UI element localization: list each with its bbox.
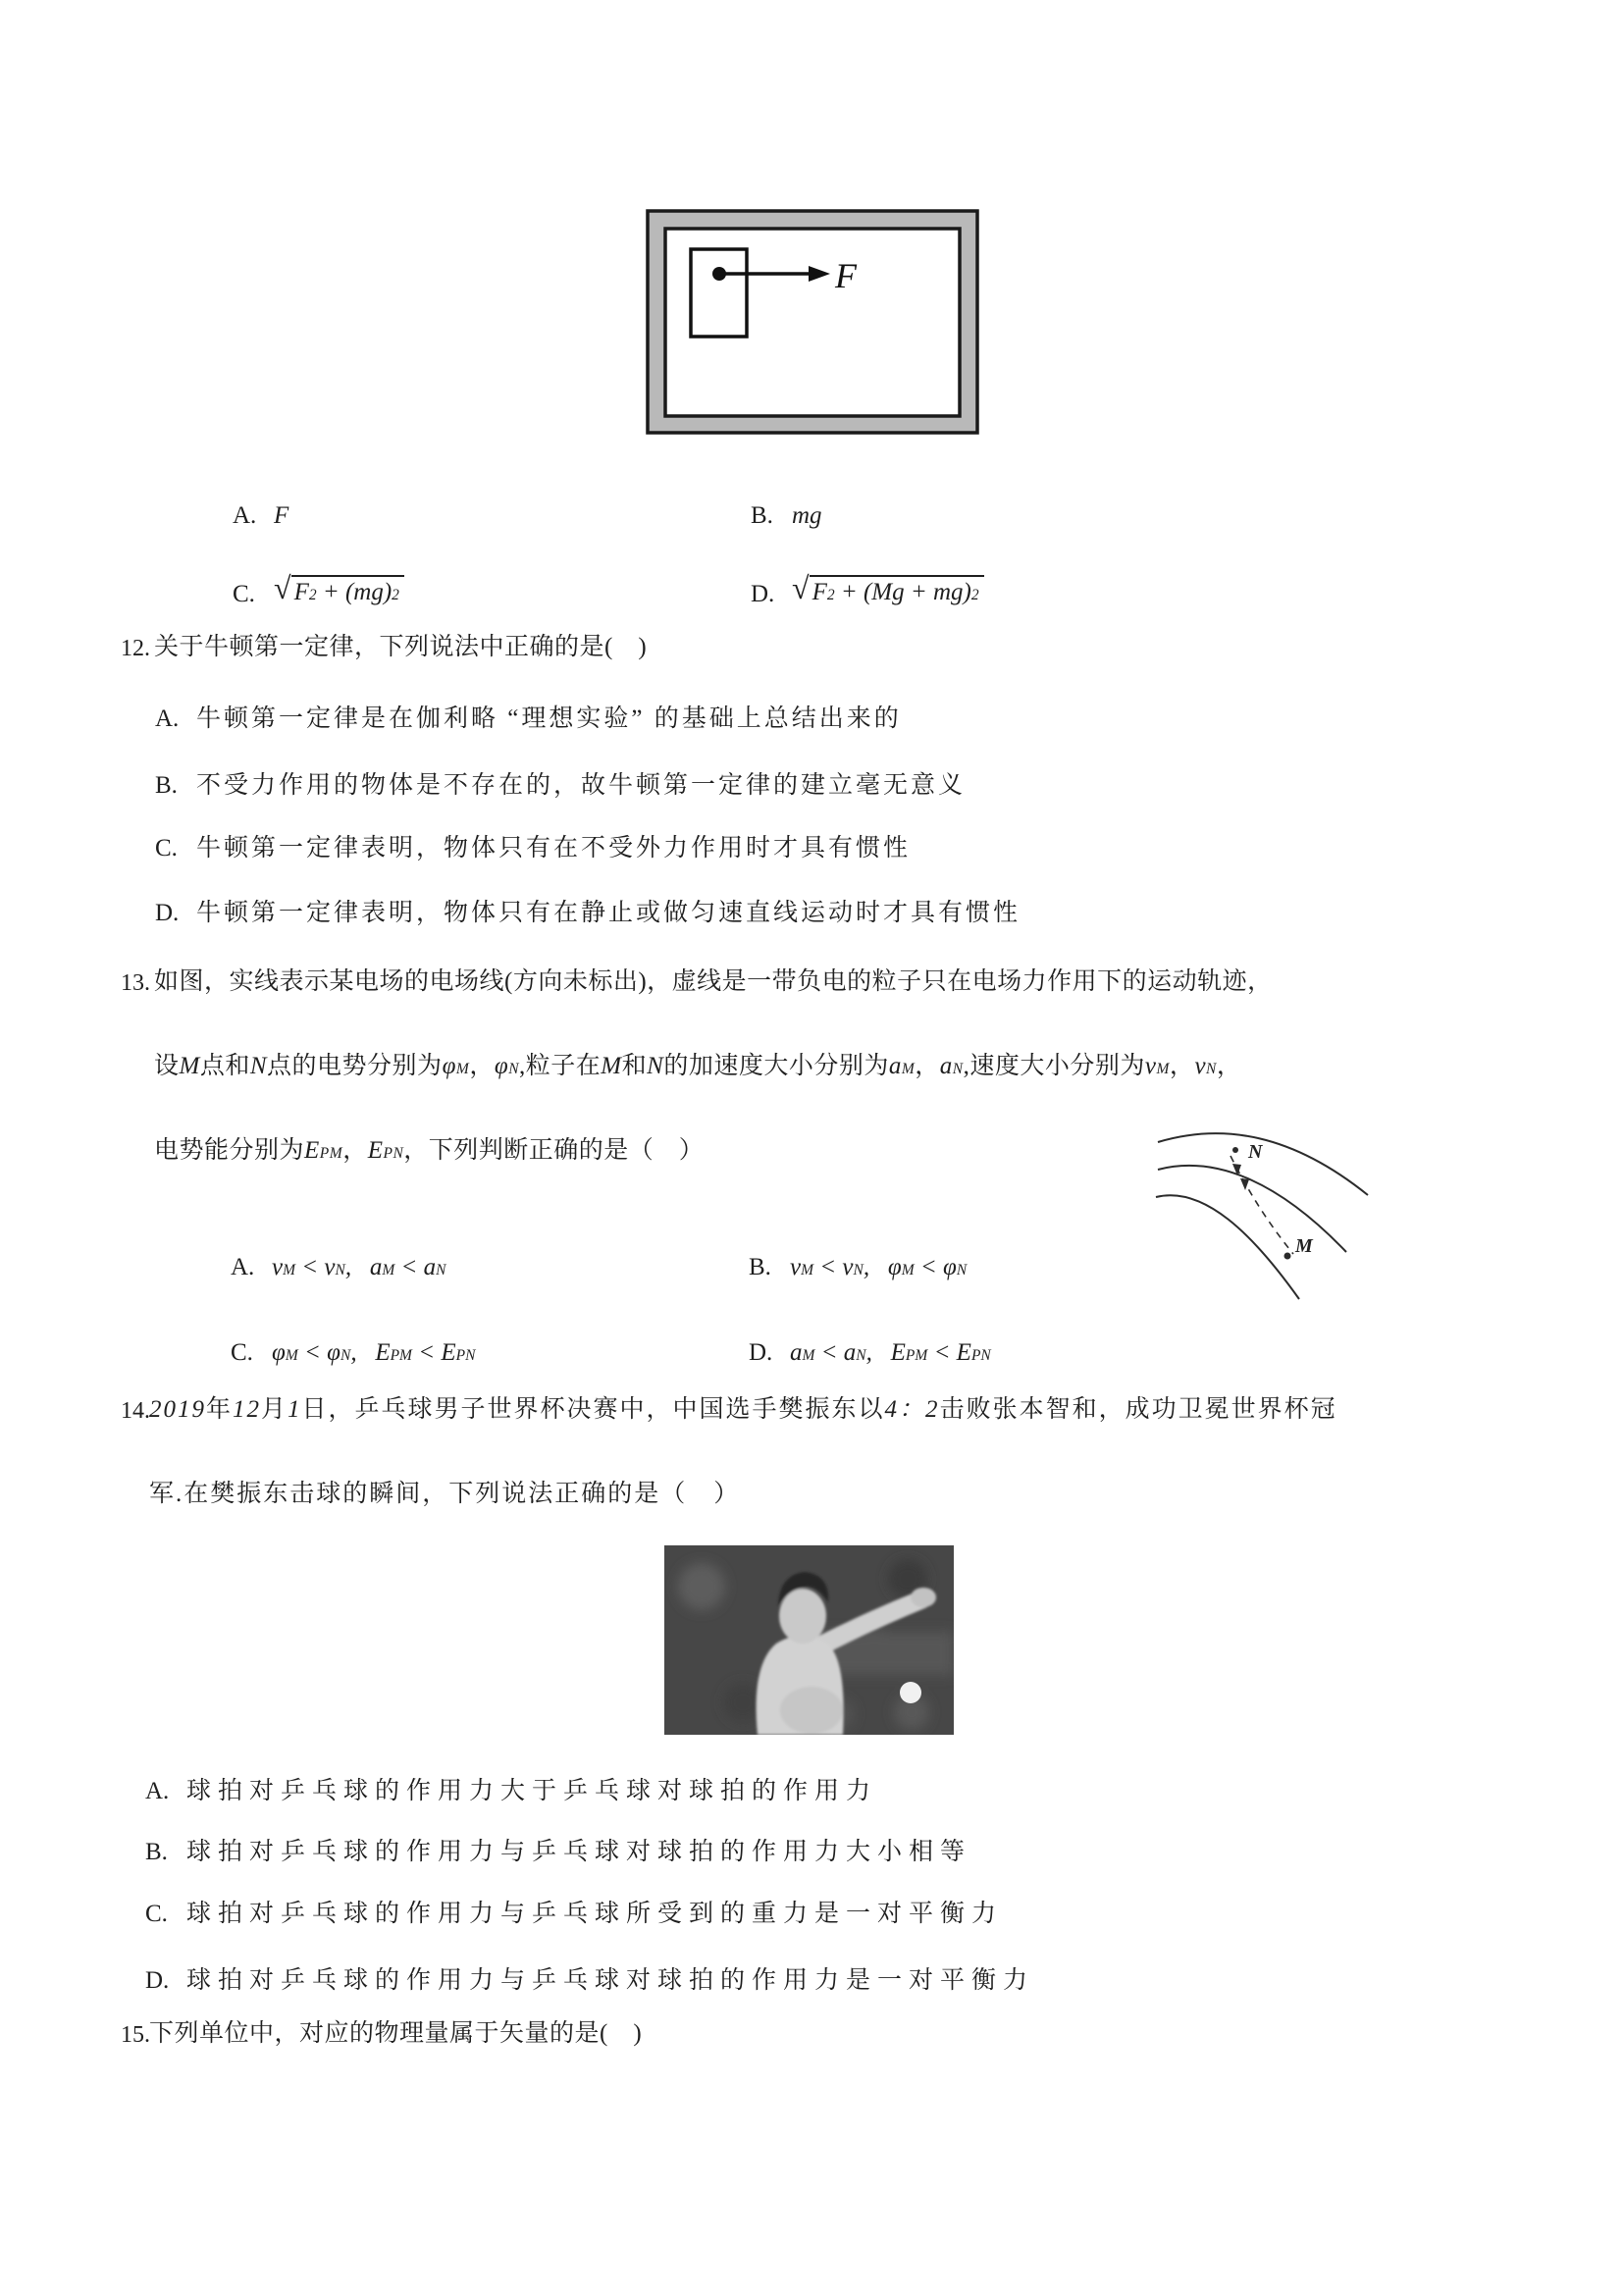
option-letter: A. (231, 1254, 255, 1280)
option-formula: √ $F^2 + (mg)^2$ (274, 581, 404, 607)
point-label-n: N (1248, 1141, 1263, 1163)
point-n-dot (1232, 1147, 1238, 1153)
q13-option-d (724, 1312, 991, 1394)
point-label-m: M (1295, 1235, 1313, 1257)
force-label: F (835, 256, 857, 295)
option-letter: D. (145, 1967, 170, 1994)
q12-number: 12. (121, 636, 150, 661)
option-text: 球拍对乒乓球的作用力大于乒乓球对球拍的作用力 (186, 1778, 878, 1804)
option-letter: A. (233, 502, 257, 529)
option-formula: mg (792, 502, 822, 529)
option-letter: D. (751, 581, 775, 607)
q13-stem-line3: 电势能分别为$E_{PM}$，$E_{PN}$，下列判断正确的是（ ） (154, 1137, 705, 1164)
option-letter: D. (155, 900, 180, 926)
option-letter: C. (233, 581, 255, 607)
q11-option-c (208, 548, 404, 636)
option-letter: B. (751, 502, 773, 529)
q14-stem-line2: 军.在樊振东击球的瞬间，下列说法正确的是（ ） (149, 1481, 741, 1507)
option-text: 球拍对乒乓球的作用力与乒乓球对球拍的作用力是一对平衡力 (186, 1967, 1035, 1994)
option-text: 牛顿第一定律表明，物体只有在静止或做匀速直线运动时才具有惯性 (196, 900, 1021, 926)
player-photo (664, 1545, 954, 1735)
field-line-2 (1158, 1166, 1346, 1252)
option-text: 球拍对乒乓球的作用力与乒乓球所受到的重力是一对平衡力 (186, 1901, 1004, 1927)
option-letter: A. (145, 1778, 170, 1804)
player-forearm (780, 1687, 843, 1734)
option-letter: C. (155, 835, 178, 861)
q14-option-b (145, 1832, 971, 1867)
q12-option-b (155, 765, 966, 801)
option-text: 牛顿第一定律表明，物体只有在不受外力作用时才具有惯性 (196, 835, 912, 861)
option-letter: A. (155, 705, 180, 732)
option-text: 牛顿第一定律是在伽利略 “理想实验” 的基础上总结出来的 (196, 705, 902, 732)
q11-option-d (726, 548, 984, 636)
q14-option-c (145, 1894, 1003, 1929)
q14-option-a (145, 1771, 877, 1806)
player-hand (911, 1588, 936, 1607)
q15-number: 15. (121, 2022, 150, 2048)
option-letter: B. (749, 1254, 771, 1280)
q12-option-d (155, 893, 1021, 928)
option-formula: $v_M < v_N$, $a_M < a_N$ (272, 1254, 446, 1280)
field-lines-figure (1130, 1085, 1386, 1306)
option-formula: $v_M < v_N$, $\varphi_M < \varphi_N$ (790, 1254, 968, 1280)
q11-option-a (208, 475, 288, 557)
field-line-3 (1156, 1195, 1299, 1299)
ping-pong-ball (900, 1682, 921, 1703)
q12-option-c (155, 828, 911, 863)
trajectory-arrow-2 (1240, 1178, 1249, 1190)
point-m-dot (1284, 1253, 1291, 1260)
option-letter: B. (145, 1839, 168, 1865)
option-letter: C. (231, 1339, 253, 1366)
option-letter: B. (155, 772, 178, 799)
option-letter: D. (749, 1339, 773, 1366)
option-formula: $\varphi_M < \varphi_N$, $E_{PM} < E_{PN}$ (272, 1339, 476, 1366)
force-frame-figure (646, 209, 979, 435)
option-text: 不受力作用的物体是不存在的，故牛顿第一定律的建立毫无意义 (196, 772, 967, 799)
option-text: 球拍对乒乓球的作用力与乒乓球对球拍的作用力大小相等 (186, 1839, 972, 1865)
q11-option-b (726, 475, 822, 557)
option-formula: √ $F^2 + (Mg + mg)^2$ (792, 581, 984, 607)
trajectory-dashed-line (1230, 1156, 1293, 1254)
q13-option-b (724, 1226, 967, 1309)
q13-option-c (206, 1312, 475, 1394)
player-head (779, 1589, 826, 1644)
q13-option-a (206, 1226, 445, 1309)
q14-number: 14. (121, 1398, 150, 1424)
block-rect (691, 249, 747, 337)
q13-stem-line1: 如图，实线表示某电场的电场线(方向未标出)，虚线是一带负电的粒子只在电场力作用下的运动轨迹， (154, 968, 1273, 995)
q13-number: 13. (121, 970, 150, 996)
q13-stem-line2: 设M点和N点的电势分别为$\varphi_M$，$\varphi_N$,粒子在M和N的加速度大小分别为$a_M$，$a_N$,速度大小分别为$v_M$，$v_N$， (154, 1053, 1242, 1079)
option-letter: C. (145, 1901, 168, 1927)
q14-stem-line1: 2019年12月1日，乒乓球男子世界杯决赛中，中国选手樊振东以4：2击败张本智和，成功卫冕世界杯冠 (149, 1396, 1337, 1423)
q15-stem: 下列单位中，对应的物理量属于矢量的是( ) (149, 2020, 643, 2047)
q12-stem: 关于牛顿第一定律，下列说法中正确的是( ) (154, 634, 648, 660)
option-formula: F (274, 502, 289, 529)
q12-option-a (155, 699, 902, 734)
q14-option-d (145, 1960, 1034, 1996)
option-formula: $a_M < a_N$, $E_{PM} < E_{PN}$ (790, 1339, 991, 1366)
